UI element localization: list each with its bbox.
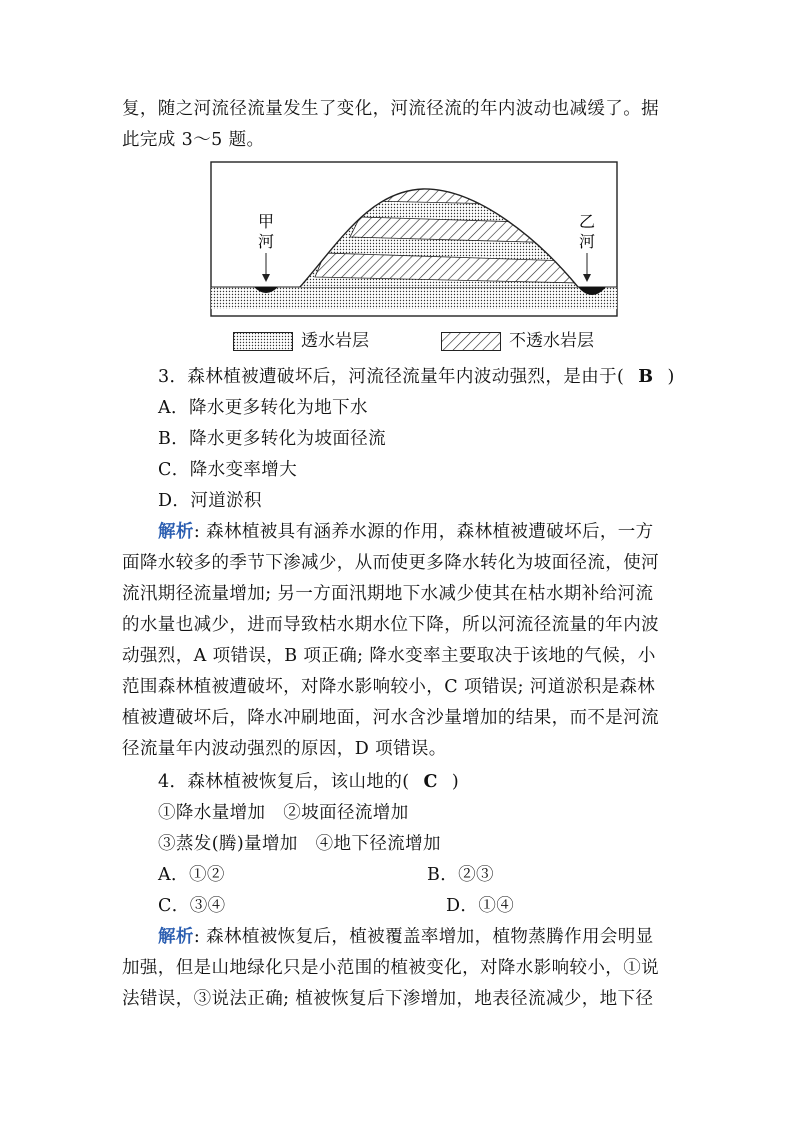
geologic-cross-section-diagram	[210, 161, 618, 317]
legend-impermeable	[441, 326, 594, 351]
q4-option-c: C．③④	[158, 896, 226, 916]
q3-analysis-line-4: 的水量也减少，进而导致枯水期水位下降，所以河流径流量的年内波	[122, 615, 659, 635]
q4-analysis-text-1: : 森林植被恢复后，植被覆盖率增加，植物蒸腾作用会明显	[193, 927, 654, 947]
intro-line-2: 此完成 3～5 题。	[122, 130, 265, 150]
q4-option-d: D．①④	[446, 896, 515, 916]
q4-items-line-2: ③蒸发(腾)量增加 ④地下径流增加	[158, 834, 441, 854]
impermeable-swatch	[441, 332, 501, 351]
q4-close: )	[451, 772, 460, 792]
q3-analysis-line-8: 径流量年内波动强烈的原因，D 项错误。	[122, 739, 447, 759]
legend-permeable-label: 透水岩层	[301, 331, 369, 351]
q3-answer: B	[638, 367, 654, 387]
q4-option-b: B．②③	[427, 865, 494, 885]
q3-analysis-line-5: 动强烈，A 项错误，B 项正确; 降水变率主要取决于该地的气候，小	[122, 646, 656, 666]
q3-analysis-label: 解析	[158, 522, 194, 542]
q4-stem-text: 4．森林植被恢复后，该山地的(	[158, 772, 410, 792]
q3-analysis-line-6: 范围森林植被遭破坏，对降水影响较小，C 项错误; 河道淤积是森林	[122, 677, 656, 697]
legend-impermeable-label: 不透水岩层	[509, 331, 594, 351]
q4-answer: C	[423, 772, 438, 792]
river-yi-label-1: 乙	[578, 212, 596, 231]
q4-analysis-label: 解析	[158, 927, 194, 947]
q3-stem-text: 3．森林植被遭破坏后，河流径流量年内波动强烈，是由于(	[158, 367, 625, 387]
q3-close: )	[667, 367, 675, 387]
q4-analysis-line-1	[158, 925, 654, 949]
q4-items-line-1: ①降水量增加 ②坡面径流增加	[158, 803, 409, 823]
q3-analysis-line-1	[158, 520, 654, 544]
q3-stem	[158, 365, 675, 389]
q3-option-b: B．降水更多转化为坡面径流	[158, 429, 387, 449]
q4-options-row-2	[158, 894, 226, 918]
q4-stem	[158, 770, 459, 794]
q3-analysis-text-1: : 森林植被具有涵养水源的作用，森林植被遭破坏后，一方	[193, 522, 654, 542]
q4-option-a: A．①②	[158, 865, 225, 885]
q3-analysis-line-2: 面降水较多的季节下渗减少，从而使更多降水转化为坡面径流，使河	[122, 553, 659, 573]
q3-option-a: A．降水更多转化为地下水	[158, 398, 368, 418]
legend-permeable	[233, 326, 369, 351]
permeable-swatch	[233, 332, 293, 351]
q4-analysis-line-2: 加强，但是山地绿化只是小范围的植被变化，对降水影响较小，①说	[122, 958, 659, 978]
q3-analysis-line-7: 植被遭破坏后，降水冲刷地面，河水含沙量增加的结果，而不是河流	[122, 708, 659, 728]
intro-line-1: 复，随之河流径流量发生了变化，河流径流的年内波动也减缓了。据	[122, 99, 659, 119]
river-jia-label-2: 河	[257, 232, 275, 251]
river-jia-label-1: 甲	[257, 212, 275, 231]
river-yi-label-2: 河	[578, 232, 596, 251]
q4-analysis-line-3: 法错误，③说法正确; 植被恢复后下渗增加，地表径流减少，地下径	[122, 989, 654, 1009]
q3-option-d: D．河道淤积	[158, 491, 262, 511]
q4-options-row-1	[158, 863, 225, 887]
q3-analysis-line-3: 流汛期径流量增加; 另一方面汛期地下水减少使其在枯水期补给河流	[122, 584, 654, 604]
q3-option-c: C．降水变率增大	[158, 460, 298, 480]
